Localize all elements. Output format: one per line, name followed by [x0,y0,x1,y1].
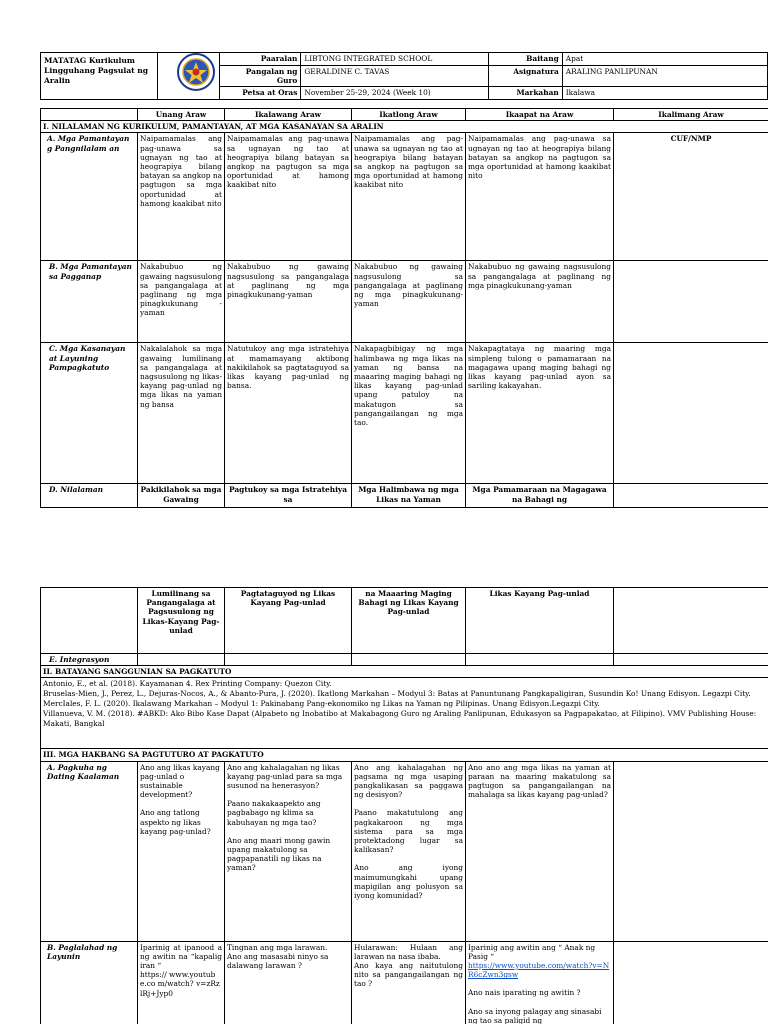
row-3a-label: A. Pagkuha ng Dating Kaalaman [41,761,138,941]
reference-1: Antonio, E., et al. (2018). Kayamanan 4. Rex Printing Company: Quezon City. [43,679,332,689]
quarter-label: Markahan [488,87,562,100]
subject-label: Asignatura [488,66,562,87]
row-c-cell-5 [614,343,768,484]
day-header-1: Unang Araw [138,109,225,121]
row-3b-cell-1 [138,941,225,1024]
row-3a-cell-2 [225,761,352,941]
row-d-cell-4-top: Mga Pamamaraan na Magagawa na Bahagi ng [466,484,614,508]
row-d-cell-3-top: Mga Halimbawa ng mga Likas na Yaman [352,484,466,508]
row-3b-cell-3 [352,941,466,1024]
day-header-5: Ikalimang Araw [614,109,768,121]
row-c-cell-2: Natutukoy ang mga istratehiya at mamamayang aktibong nakikilahok sa pagtataguyod sa likas kayang pag-unlad ng bansa. [225,343,352,484]
corner-cell [41,109,138,121]
row-c-label: C. Mga Kasanayan at Layuning Pampagkatuto [41,343,138,484]
row-3b-cell-1-intro: Iparinig at ipanood ang awitin na “kapaligiran “ [140,942,222,971]
row-3b-cell-5 [614,941,768,1024]
row-d-cell-5-bottom [614,588,768,654]
row-3a-cell-3-q3: Ano ang iyong maimumungkahi upang mapigilan ang polusyon sa iyong komunidad? [354,863,463,901]
row-3b-cell-3-question: Ano kaya ang naitutulong nito sa pangangailangan ng tao ? [354,961,463,989]
row-d-cell-2-top: Pagtukoy sa mga Istratehiya sa [225,484,352,508]
teacher-label: Pangalan ng Guro [220,66,301,87]
row-3a-cell-2-q3: Ano ang maari mong gawin upang makatulong sa pagpapanatili ng likas na yaman? [227,835,331,873]
row-3b-cell-4 [466,941,614,1024]
row-c-cell-1: Nakalalahok sa mga gawaing lumilinang sa pangangalaga at nagsusulong ng likas-kayang pag-unlad ng mga likas na yaman ng bansa [138,343,225,484]
row-a-label [41,133,138,261]
header-table [40,52,768,100]
row-d-label: D. Nilalaman [41,484,138,508]
reference-3: MercIales, F. L. (2020). Ikalawang Markahan – Modyul 1: Pakinabang Pang-ekonomiko ng Likas na Yaman ng Pilipinas. Unang Edisyon.Legazpi City. [43,699,600,709]
row-3a-cell-1-q1: Ano ang likas kayang pag-unlad o sustainable development? [140,762,220,800]
row-3a-cell-1-q2: Ano ang tatlong aspekto ng likas kayang pag-unlad? [140,808,211,836]
row-e-cell-2 [225,654,352,666]
row-3b-cell-2-question: Ano ang masasabi ninyo sa dalawang larawan ? [227,951,329,971]
row-3a-cell-3-q2: Paano makatutulong ang pagkakaroon ng mga sistema para sa mga protektadong lugar sa kalikasan? [354,808,463,855]
row-b-cell-1: Nakabubuo ng gawaing nagsusulong sa pangangalaga at paglinang ng mga pinagkukunang -yaman [138,261,225,343]
lesson-table-page2 [40,587,768,1024]
row-e-cell-3 [352,654,466,666]
references-cell [41,678,768,749]
youtube-link[interactable]: https://www.youtube.com/watch?v=NR6cZwn3gsw [468,961,610,980]
lesson-table-page1 [40,108,768,508]
row-b-cell-3: Nakabubuo ng gawaing nagsusulong sa pangangalaga at paglinang ng mga pinagkukunang-yaman [352,261,466,343]
school-value: LIBTONG INTEGRATED SCHOOL [301,53,488,66]
reference-4: Villanueva, V. M. (2018). #ABKD: Ako Bibo Kase Dapat (Alpabeto ng Inobatibo at Makabagong Guro ng Araling Panlipunan, Edukasyon sa Pagpapakatao, at Filipino). VMV Publishing House: Makati, Bangkal [43,709,757,729]
date-value: November 25-29, 2024 (Week 10) [301,87,488,100]
row-d-cell-2-bottom: Pagtataguyod ng Likas Kayang Pag-unlad [225,588,352,654]
row-a-cell-3: Naipamamalas ang pag-unawa sa ugnayan ng tao at heograpiya bilang batayan sa angkop na pagtugon sa mga oportunidad at hamong kaakibat nito [352,133,466,261]
row-3a-cell-3 [352,761,466,941]
row-3a-cell-5 [614,761,768,941]
row-a-cell-2: Naipamamalas ang pag-unawa sa ugnayan ng tao at heograpiya bilang batayan sa angkop na pagtugon sa mga oportunidad at hamong kaakibat nito [225,133,352,261]
row-3b-cell-4-intro: Iparinig ang awitin ang “ Anak ng Pasig “ [468,942,596,961]
row-e-cell-5 [614,654,768,666]
page-break [0,512,768,584]
row-a-cell-4: Naipamamalas ang pag-unawa sa ugnayan ng tao at heograpiya bilang batayan sa angkop na pagtugon sa mga oportunidad at hamong kaakibat nito [466,133,614,261]
row-3b-cell-4-q1: Ano nais iparating ng awitin ? [468,988,581,998]
day-header-2: Ikalawang Araw [225,109,352,121]
row-d-cell-3-bottom: na Maaaring Maging Bahagi ng Likas Kayang Pag-unlad [352,588,466,654]
section-3-title: III. MGA HAKBANG SA PAGTUTURO AT PAGKATUTO [41,749,768,761]
row-d-cell-5-top [614,484,768,508]
row-d-label-continued [41,588,138,654]
row-e-cell-1 [138,654,225,666]
row-c-cell-3: Nakapagbibigay ng mga halimbawa ng mga likas na yaman ng bansa na maaaring maging bahagi ng likas kayang pag-unlad upang patuloy na makatugon sa pangangailangan ng mga tao. [352,343,466,484]
row-b-cell-2: Nakabubuo ng gawaing nagsusulong sa pangangalaga at paglinang ng mga pinagkukunang-yaman [225,261,352,343]
row-3b-label: B. Paglalahad ng Layunin [41,941,138,1024]
row-3a-cell-4 [466,761,614,941]
row-3b-cell-2 [225,941,352,1024]
row-3a-cell-2-q2: Paano nakakaapekto ang pagbabago ng klima sa kabuhayan ng mga tao? [227,799,321,827]
row-e-label: E. Integrasyon [41,654,138,666]
curriculum-title: MATATAG Kurikulum Lingguhang Pagsulat ng Aralin [41,53,158,100]
row-3a-cell-4-q1: Ano ano ang mga likas na yaman at paraan na maaring makatulong sa pagtugon sa pangangailangan na mahalaga sa likas kayang pag-unlad? [468,762,611,800]
row-b-cell-5 [614,261,768,343]
reference-2: Bruselas-Mien, J., Perez, L., Dejuras-Nocos, A., & Abanto-Pura, J. (2020). Ikatlong Markahan – Modyul 3: Batas at Panuntunang Pangkapaligiran, Susundin Ko! Unang Edisyon. Legazpi City. [43,689,751,699]
row-3b-cell-1-link: https:// www.youtube.co m/watch? v=zRzlRj+Jyp0 [140,970,220,998]
row-3b-cell-4-q2: Ano sa inyong palagay ang sinasabi ng tao sa paligid ng [468,1006,602,1024]
day-header-3: Ikatlong Araw [352,109,466,121]
row-e-cell-4 [466,654,614,666]
row-a-label-text: A. Mga Pamantayan g Pangnilalam an [47,134,130,153]
row-d-cell-1-top: Pakikilahok sa mga Gawaing [138,484,225,508]
row-3a-cell-2-q1: Ano ang kahalagahan ng likas kayang pag-unlad para sa mga susunod na henerasyon? [227,762,343,791]
row-3a-cell-3-q1: Ano ang kahalagahan ng pagsama ng mga usaping pangkalikasan sa paggawa ng desisyon? [354,762,463,800]
row-b-cell-4: Nakabubuo ng gawaing nagsusulong sa pangangalaga at paglinang ng mga pinagkukunang-yaman [466,261,614,343]
row-c-cell-4: Nakapagtataya ng maaring mga simpleng tulong o pamamaraan na magagawa upang maging bahagi ng likas kayang pag-unlad ayon sa sariling kakayahan. [466,343,614,484]
school-label: Paaralan [220,53,301,66]
date-label: Petsa at Oras [220,87,301,100]
row-a-cell-5: CUF/NMP [614,133,768,261]
section-2-title: II. BATAYANG SANGGUNIAN SA PAGKATUTO [41,666,768,678]
row-3a-cell-1 [138,761,225,941]
grade-label: Baitang [488,53,562,66]
row-d-cell-4-bottom: Likas Kayang Pag-unlad [466,588,614,654]
subject-value: ARALING PANLIPUNAN [562,66,767,87]
day-header-4: Ikaapat na Araw [466,109,614,121]
row-3b-cell-2-instruction: Tingnan ang mga larawan. [227,942,328,952]
row-3b-cell-3-instruction: Hularawan: Hulaan ang larawan na nasa ibaba. [354,942,463,961]
section-1-title: I. NILALAMAN NG KURIKULUM, PAMANTAYAN, AT MGA KASANAYAN SA ARALIN [41,121,768,133]
row-d-cell-1-bottom: Lumilinang sa Pangangalaga at Pagsusulong ng Likas-Kayang Pag-unlad [138,588,225,654]
row-a-cell-1: Naipamamalas ang pag-unawa sa ugnayan ng tao at heograpiya bilang batayan sa angkop na pagtugon sa mga oportunidad at hamong kaakibat nito [138,133,225,261]
teacher-value: GERALDINE C. TAVAS [301,66,488,87]
grade-value: Apat [562,53,767,66]
deped-seal-logo [176,52,216,92]
row-b-label: B. Mga Pamantayan sa Pagganap [41,261,138,343]
quarter-value: Ikalawa [562,87,767,100]
